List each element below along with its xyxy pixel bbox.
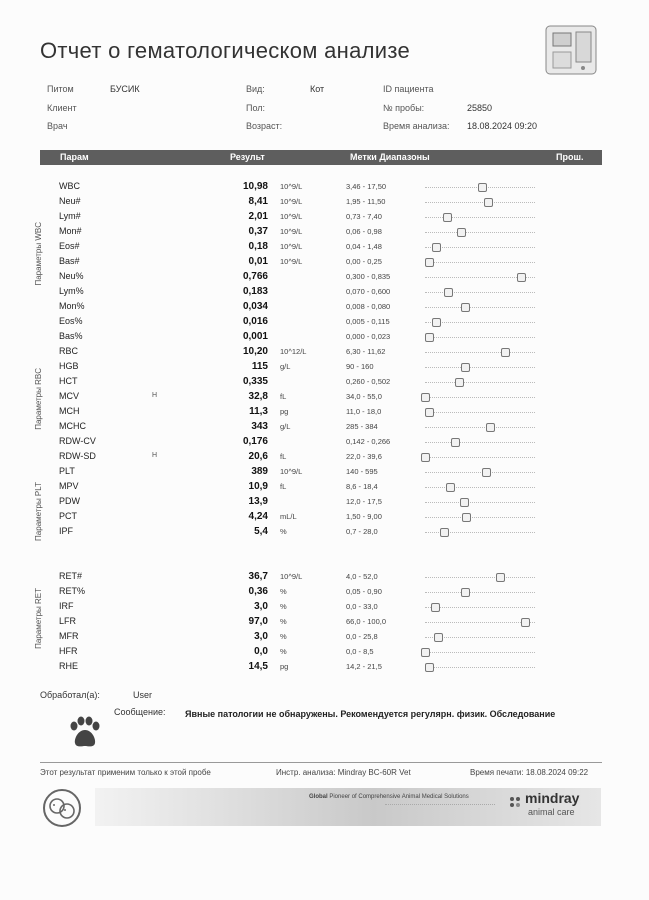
param-name: Mon# [59, 226, 82, 236]
range-track [425, 247, 535, 248]
param-range: 11,0 - 18,0 [346, 407, 382, 416]
param-result: 0,001 [242, 331, 268, 342]
param-range: 1,95 - 11,50 [346, 197, 386, 206]
sex-label: Пол: [246, 103, 266, 113]
param-range: 3,46 - 17,50 [346, 182, 387, 191]
param-range: 6,30 - 11,62 [346, 347, 386, 356]
age-label: Возраст: [246, 121, 283, 131]
param-name: Bas# [59, 256, 80, 266]
range-track [425, 322, 535, 323]
table-row [0, 631, 649, 646]
range-marker [496, 573, 505, 582]
param-name: MFR [59, 631, 79, 641]
param-result: 4,24 [248, 511, 268, 522]
param-range: 0,0 - 33,0 [346, 602, 378, 611]
param-range: 0,05 - 0,90 [346, 587, 382, 596]
param-name: Bas% [59, 331, 83, 341]
range-track [425, 502, 535, 503]
param-unit: pg [280, 407, 289, 416]
param-result: 0,01 [248, 256, 268, 267]
range-marker [501, 348, 510, 357]
brand-logo: mindray [525, 790, 580, 806]
brand-slogan-text: Pioneer of Comprehensive Animal Medical Solutions [329, 794, 469, 800]
range-marker [461, 363, 470, 372]
range-marker [461, 303, 470, 312]
param-name: IPF [59, 526, 74, 536]
param-name: RET# [59, 571, 83, 581]
range-track [425, 307, 535, 308]
param-range: 14,2 - 21,5 [346, 662, 382, 671]
param-result: 14,5 [248, 661, 268, 672]
range-marker [517, 273, 526, 282]
param-unit: fL [280, 392, 287, 401]
sample-number-value: 25850 [467, 103, 493, 113]
param-range: 0,000 - 0,023 [346, 332, 391, 341]
param-range: 0,260 - 0,502 [346, 377, 391, 386]
range-marker [434, 633, 443, 642]
param-name: RET% [59, 586, 86, 596]
param-unit: % [280, 632, 287, 641]
table-row [0, 256, 649, 271]
param-range: 34,0 - 55,0 [346, 392, 382, 401]
param-flag: H [152, 392, 158, 399]
param-range: 0,300 - 0,835 [346, 272, 391, 281]
param-result: 13,9 [248, 496, 268, 507]
processed-by-value: User [133, 690, 153, 700]
param-name: Lym# [59, 211, 81, 221]
param-range: 285 - 384 [346, 422, 378, 431]
table-row [0, 286, 649, 301]
param-result: 11,3 [249, 406, 268, 417]
param-unit: 10^9/L [280, 257, 303, 266]
table-row [0, 616, 649, 631]
param-result: 2,01 [248, 211, 268, 222]
param-result: 8,41 [248, 196, 268, 207]
range-track [425, 292, 535, 293]
species-label: Вид: [246, 84, 265, 94]
param-name: Lym% [59, 286, 84, 296]
doctor-label: Врач [47, 121, 68, 131]
param-result: 0,37 [248, 226, 268, 237]
range-marker [462, 513, 471, 522]
page-title: Отчет о гематологическом анализе [40, 38, 411, 63]
table-row [0, 346, 649, 361]
param-unit: % [280, 602, 287, 611]
param-range: 90 - 160 [346, 362, 374, 371]
table-row [0, 196, 649, 211]
range-marker [451, 438, 460, 447]
param-name: WBC [59, 181, 80, 191]
range-track [425, 427, 535, 428]
table-row [0, 301, 649, 316]
param-result: 32,8 [248, 391, 268, 402]
param-unit: 10^9/L [280, 197, 303, 206]
table-row [0, 421, 649, 436]
patient-id-label: ID пациента [383, 84, 434, 94]
param-result: 0,183 [242, 286, 268, 297]
analysis-time-label: Время анализа: [383, 121, 450, 131]
processed-by-label: Обработал(а): [40, 690, 100, 700]
param-name: RHE [59, 661, 79, 671]
analysis-time-value: 18.08.2024 09:20 [467, 121, 538, 131]
table-row [0, 661, 649, 676]
param-result: 343 [251, 421, 268, 432]
brand-logo-sub: animal care [528, 807, 575, 817]
param-name: Eos# [59, 241, 80, 251]
param-unit: 10^12/L [280, 347, 307, 356]
analyzer-machine-icon [543, 20, 601, 78]
param-name: PLT [59, 466, 75, 476]
param-range: 22,0 - 39,6 [346, 452, 382, 461]
table-row [0, 481, 649, 496]
range-track [425, 337, 535, 338]
range-track [425, 622, 535, 623]
mindray-dots-icon [508, 795, 522, 809]
table-row [0, 361, 649, 376]
range-marker [421, 453, 430, 462]
table-row [0, 376, 649, 391]
param-result: 5,4 [254, 526, 268, 537]
param-name: RDW-CV [59, 436, 96, 446]
table-row [0, 586, 649, 601]
paw-icon [66, 715, 102, 751]
group-label-wbc: Параметры WBC [34, 222, 43, 286]
group-label-plt: Параметры PLT [34, 482, 43, 541]
range-marker [432, 243, 441, 252]
range-track [425, 202, 535, 203]
param-range: 8,6 - 18,4 [346, 482, 378, 491]
param-result: 0,36 [248, 586, 268, 597]
table-row [0, 181, 649, 196]
param-result: 0,0 [254, 646, 268, 657]
param-range: 66,0 - 100,0 [346, 617, 387, 626]
param-range: 0,0 - 25,8 [346, 632, 378, 641]
param-name: Eos% [59, 316, 83, 326]
table-header [40, 150, 602, 165]
param-name: PCT [59, 511, 77, 521]
group-label-ret: Параметры RET [34, 588, 43, 649]
param-result: 389 [251, 466, 268, 477]
param-result: 0,176 [242, 436, 268, 447]
pet-logo-icon [40, 786, 84, 830]
message-label: Сообщение: [114, 707, 166, 717]
param-range: 0,0 - 8,5 [346, 647, 374, 656]
range-marker [457, 228, 466, 237]
param-name: Mon% [59, 301, 85, 311]
range-marker [440, 528, 449, 537]
param-result: 10,20 [242, 346, 268, 357]
param-result: 0,18 [248, 241, 268, 252]
message-text: Явные патологии не обнаружены. Рекомендуется регулярн. физик. Обследование [185, 709, 556, 719]
table-row [0, 526, 649, 541]
table-row [0, 436, 649, 451]
param-flag: H [152, 452, 158, 459]
range-track [425, 262, 535, 263]
param-unit: g/L [280, 422, 291, 431]
table-row [0, 511, 649, 526]
param-name: RBC [59, 346, 79, 356]
param-result: 0,335 [242, 376, 268, 387]
client-label: Клиент [47, 103, 77, 113]
brand-faint-line [385, 804, 495, 805]
param-unit: % [280, 527, 287, 536]
table-row [0, 496, 649, 511]
range-track [425, 457, 535, 458]
param-unit: pg [280, 662, 289, 671]
param-unit: g/L [280, 362, 291, 371]
range-track [425, 232, 535, 233]
range-marker [443, 213, 452, 222]
param-name: HCT [59, 376, 78, 386]
param-name: RDW-SD [59, 451, 96, 461]
param-range: 0,142 - 0,266 [346, 437, 391, 446]
range-track [425, 652, 535, 653]
param-range: 0,00 - 0,25 [346, 257, 382, 266]
param-result: 97,0 [248, 616, 268, 627]
param-unit: % [280, 587, 287, 596]
param-range: 12,0 - 17,5 [346, 497, 382, 506]
range-track [425, 382, 535, 383]
range-track [425, 487, 535, 488]
table-row [0, 571, 649, 586]
range-marker [482, 468, 491, 477]
table-row [0, 391, 649, 406]
range-marker [461, 588, 470, 597]
table-row [0, 331, 649, 346]
param-result: 0,766 [242, 271, 268, 282]
range-track [425, 397, 535, 398]
param-unit: 10^9/L [280, 182, 303, 191]
pet-name-value: БУСИК [110, 84, 140, 94]
table-row [0, 211, 649, 226]
param-name: MCHC [59, 421, 86, 431]
param-result: 20,6 [248, 451, 268, 462]
range-marker [421, 393, 430, 402]
range-marker [444, 288, 453, 297]
header-ranges: Метки Диапазоны [350, 152, 430, 162]
range-marker [484, 198, 493, 207]
param-range: 0,06 - 0,98 [346, 227, 382, 236]
table-row [0, 466, 649, 481]
header-previous: Прош. [556, 152, 584, 162]
param-unit: 10^9/L [280, 242, 303, 251]
table-row [0, 406, 649, 421]
range-marker [425, 258, 434, 267]
param-name: Neu% [59, 271, 84, 281]
range-marker [455, 378, 464, 387]
range-marker [421, 648, 430, 657]
param-unit: 10^9/L [280, 227, 303, 236]
param-result: 0,016 [242, 316, 268, 327]
param-range: 0,7 - 28,0 [346, 527, 378, 536]
param-result: 0,034 [242, 301, 268, 312]
range-marker [432, 318, 441, 327]
table-row [0, 316, 649, 331]
range-track [425, 577, 535, 578]
group-label-rbc: Параметры RBC [34, 368, 43, 430]
range-marker [425, 333, 434, 342]
param-unit: % [280, 617, 287, 626]
param-result: 3,0 [254, 601, 268, 612]
species-value: Кот [310, 84, 325, 94]
range-track [425, 607, 535, 608]
param-range: 0,008 - 0,080 [346, 302, 391, 311]
brand-slogan-bold: Global [309, 794, 328, 800]
param-range: 0,04 - 1,48 [346, 242, 382, 251]
range-marker [478, 183, 487, 192]
range-track [425, 352, 535, 353]
range-marker [425, 663, 434, 672]
param-name: LFR [59, 616, 77, 626]
param-unit: fL [280, 482, 287, 491]
range-marker [446, 483, 455, 492]
param-result: 10,9 [248, 481, 268, 492]
footer-print-time: Время печати: 18.08.2024 09:22 [470, 768, 589, 777]
table-row [0, 271, 649, 286]
range-marker [460, 498, 469, 507]
param-name: PDW [59, 496, 80, 506]
param-unit: % [280, 647, 287, 656]
param-name: HGB [59, 361, 79, 371]
param-result: 3,0 [254, 631, 268, 642]
range-track [425, 217, 535, 218]
header-result: Результ [230, 152, 265, 162]
param-range: 0,005 - 0,115 [346, 317, 390, 326]
range-track [425, 592, 535, 593]
range-marker [486, 423, 495, 432]
range-track [425, 367, 535, 368]
pet-label: Питом [47, 84, 74, 94]
footer-disclaimer: Этот результат применим только к этой пробе [40, 768, 211, 777]
footer-divider [40, 762, 602, 763]
param-range: 4,0 - 52,0 [346, 572, 378, 581]
param-name: MCV [59, 391, 79, 401]
param-unit: 10^9/L [280, 212, 303, 221]
range-marker [431, 603, 440, 612]
range-marker [425, 408, 434, 417]
footer-instrument: Инстр. анализа: Mindray BC-60R Vet [276, 768, 411, 777]
table-row [0, 646, 649, 661]
param-name: Neu# [59, 196, 81, 206]
range-track [425, 472, 535, 473]
param-name: MCH [59, 406, 80, 416]
table-row [0, 241, 649, 256]
param-unit: fL [280, 452, 287, 461]
param-name: IRF [59, 601, 74, 611]
param-range: 1,50 - 9,00 [346, 512, 382, 521]
table-row [0, 601, 649, 616]
table-row [0, 451, 649, 466]
range-marker [521, 618, 530, 627]
param-range: 0,070 - 0,600 [346, 287, 391, 296]
param-name: HFR [59, 646, 78, 656]
param-result: 36,7 [248, 571, 268, 582]
param-result: 10,98 [242, 181, 268, 192]
param-name: MPV [59, 481, 79, 491]
param-unit: 10^9/L [280, 572, 303, 581]
range-track [425, 517, 535, 518]
param-unit: 10^9/L [280, 467, 303, 476]
sample-number-label: № пробы: [383, 103, 425, 113]
param-range: 140 - 595 [346, 467, 378, 476]
brand-slogan [309, 794, 469, 800]
param-result: 115 [251, 361, 268, 372]
param-range: 0,73 - 7,40 [346, 212, 382, 221]
range-track [425, 442, 535, 443]
range-track [425, 412, 535, 413]
range-track [425, 667, 535, 668]
param-unit: mL/L [280, 512, 297, 521]
header-param: Парам [60, 152, 89, 162]
table-row [0, 226, 649, 241]
